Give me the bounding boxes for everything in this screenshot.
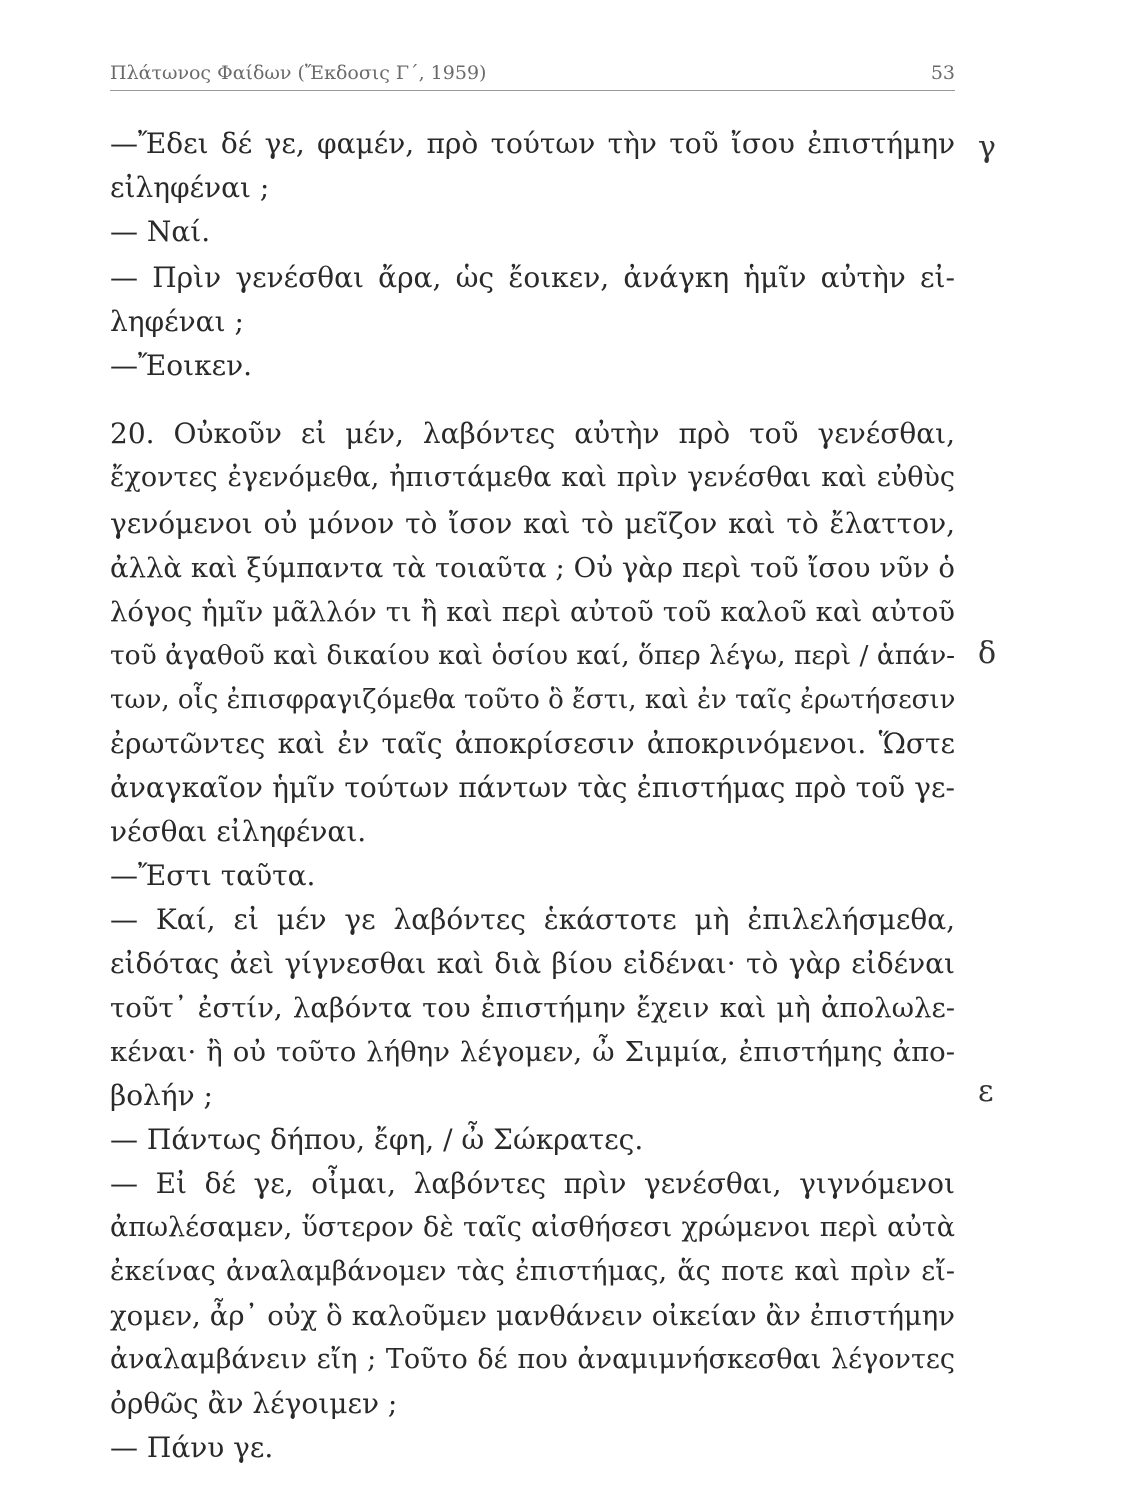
text-line: των, οἷς ἐπισφραγιζόμεθα τοῦτο ὃ ἔστι, καὶ ἐν ταῖς ἐρωτήσεσιν (110, 685, 955, 715)
margin-marker-gamma: γ (978, 130, 996, 165)
text-line: ἔχοντες ἐγενόμεθα, ἠπιστάμεθα καὶ πρὶν γενέσθαι καὶ εὐθὺς (110, 462, 955, 493)
running-title: Πλάτωνος Φαίδων (Ἔκδοσις Γ΄, 1959) (110, 62, 487, 84)
text-line: τοῦ ἀγαθοῦ καὶ δικαίου καὶ ὁσίου καί, ὅπερ λέγω, περὶ / ἁπάν- (110, 640, 955, 671)
margin-marker-epsilon: ε (978, 1074, 994, 1109)
text-line: κέναι· ἢ οὐ τοῦτο λήθην λέγομεν, ὦ Σιμμία, ἐπιστήμης ἀπο- (110, 1036, 955, 1068)
text-line: ἀναλαμβάνειν εἴη ; Τοῦτο δέ που ἀναμιμνήσκεσθαι λέγοντες (110, 1344, 955, 1375)
text-line: γενόμενοι οὐ μόνον τὸ ἴσον καὶ τὸ μεῖζον καὶ τὸ ἔλαττον, (110, 507, 955, 540)
text-line: βολήν ; (110, 1079, 213, 1112)
text-line: ἐκείνας ἀναλαμβάνομεν τὰς ἐπιστήμας, ἅς ποτε καὶ πρὶν εἴ- (110, 1256, 955, 1287)
text-line: λόγος ἡμῖν μᾶλλόν τι ἢ καὶ περὶ αὐτοῦ τοῦ καλοῦ καὶ αὐτοῦ (110, 596, 955, 628)
text-line: — Πάντως δήπου, ἔφη, / ὦ Σώκρατες. (110, 1123, 644, 1156)
text-line: ὀρθῶς ἂν λέγοιμεν ; (110, 1387, 398, 1420)
text-line: — Πάνυ γε. (110, 1431, 274, 1464)
text-line: —Ἔδει δέ γε, φαμέν, πρὸ τούτων τὴν τοῦ ἴσου ἐπιστήμην (110, 127, 955, 160)
margin-marker-delta: δ (978, 636, 997, 671)
text-line: —Ἔστι ταῦτα. (110, 859, 316, 892)
text-line: χομεν, ἆρ᾽ οὐχ ὃ καλοῦμεν μανθάνειν οἰκείαν ἂν ἐπιστήμην (110, 1300, 955, 1332)
text-line: —Ἔοικεν. (110, 349, 252, 382)
text-line: 20. Οὐκοῦν εἰ μέν, λαβόντες αὐτὴν πρὸ τοῦ γενέσθαι, (110, 417, 955, 450)
text-line: — Ναί. (110, 215, 211, 248)
text-line: εἰδότας ἀεὶ γίγνεσθαι καὶ διὰ βίου εἰδέναι· τὸ γὰρ εἰδέναι (110, 947, 955, 980)
text-line: ἐρωτῶντες καὶ ἐν ταῖς ἀποκρίσεσιν ἀποκρινόμενοι. Ὥστε (110, 727, 955, 760)
text-line: ληφέναι ; (110, 305, 244, 338)
text-line: ἀναγκαῖον ἡμῖν τούτων πάντων τὰς ἐπιστήμας πρὸ τοῦ γε- (110, 771, 955, 804)
page-number: 53 (930, 62, 955, 84)
text-line: ἀπωλέσαμεν, ὕστερον δὲ ταῖς αἰσθήσεσι χρώμενοι περὶ αὐτὰ (110, 1212, 955, 1243)
page-header (110, 60, 955, 91)
text-line: εἰληφέναι ; (110, 171, 270, 204)
text-line: τοῦτ᾽ ἐστίν, λαβόντα του ἐπιστήμην ἔχειν καὶ μὴ ἀπολωλε- (110, 992, 955, 1024)
text-line: ἀλλὰ καὶ ξύμπαντα τὰ τοιαῦτα ; Οὐ γὰρ περὶ τοῦ ἴσου νῦν ὁ (110, 552, 955, 584)
text-line: — Εἰ δέ γε, οἶμαι, λαβόντες πρὶν γενέσθαι, γιγνόμενοι (110, 1167, 955, 1200)
text-line: νέσθαι εἰληφέναι. (110, 815, 367, 848)
text-line: — Πρὶν γενέσθαι ἄρα, ὡς ἔοικεν, ἀνάγκη ἡμῖν αὐτὴν εἰ- (110, 261, 955, 294)
text-line: — Καί, εἰ μέν γε λαβόντες ἑκάστοτε μὴ ἐπιλελήσμεθα, (110, 903, 955, 936)
